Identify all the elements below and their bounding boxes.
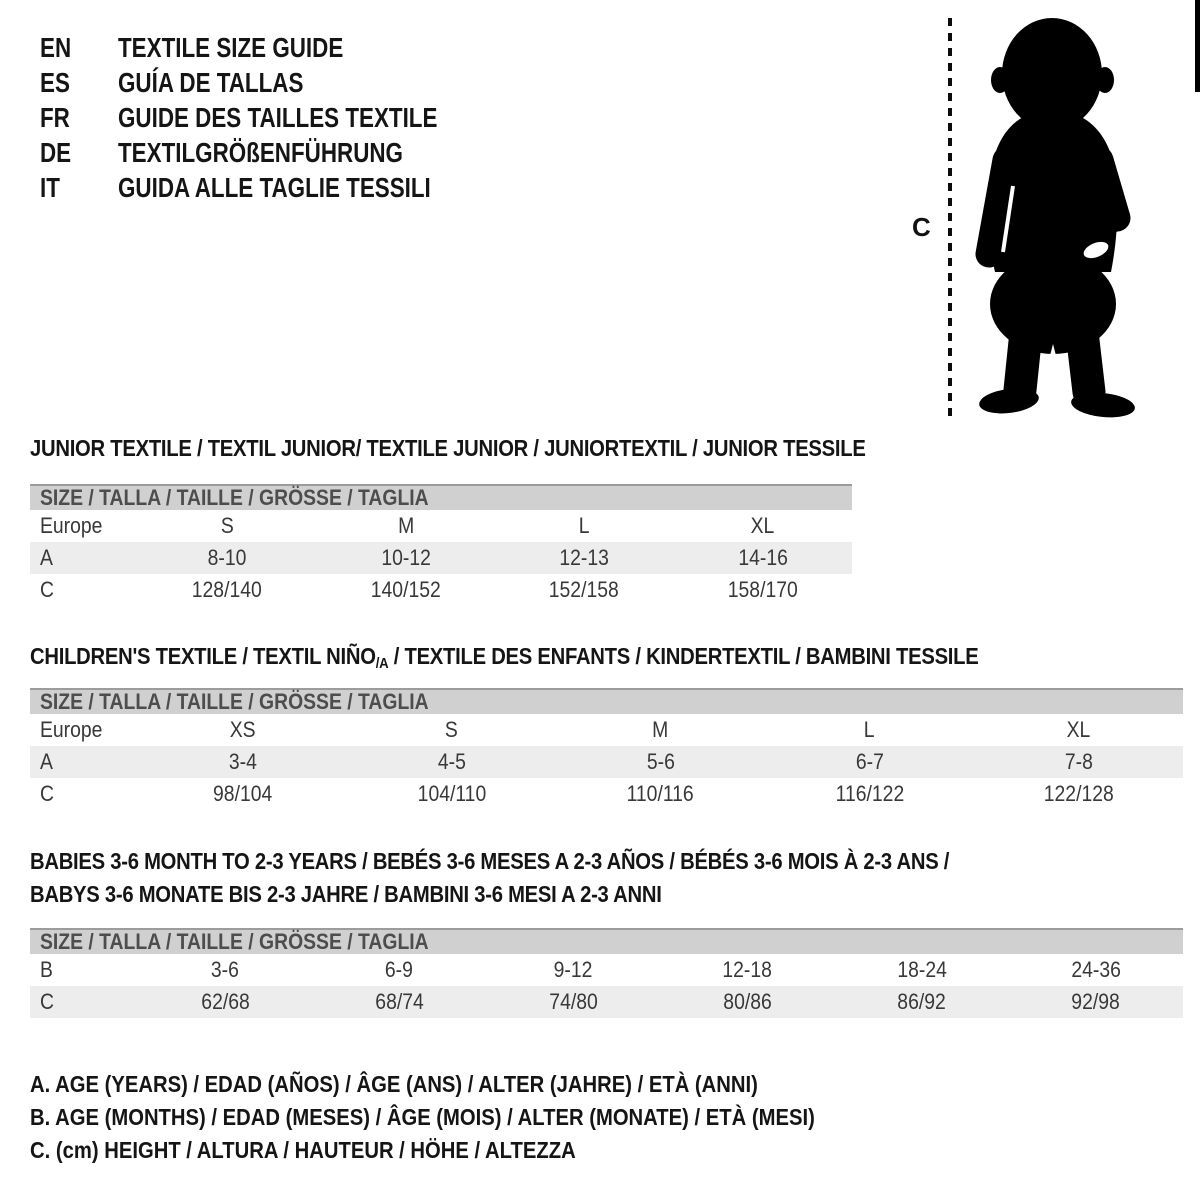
- lang-row-it: [40, 170, 517, 205]
- cell-value: 86/92: [897, 989, 946, 1014]
- cell-value: 80/86: [723, 989, 772, 1014]
- lang-code-en: EN: [40, 31, 72, 63]
- cell-value: 98/104: [212, 781, 273, 806]
- cell-value: 3-4: [228, 749, 257, 774]
- cell-value: 128/140: [192, 577, 263, 602]
- cell-value: 62/68: [200, 989, 250, 1014]
- cell-value: 158/170: [727, 577, 798, 602]
- cell-value: 14-16: [737, 545, 788, 570]
- cell-value: XL: [1066, 717, 1091, 742]
- cell-value: 12-13: [559, 545, 610, 570]
- cell-value: 92/98: [1071, 989, 1121, 1014]
- table-row: [30, 574, 852, 606]
- cell-value: 74/80: [549, 989, 598, 1014]
- lang-code-fr: FR: [40, 101, 70, 133]
- cell-value: 116/122: [835, 781, 904, 806]
- cell-value: M: [397, 513, 414, 538]
- lang-code-it: IT: [40, 171, 60, 203]
- row-label: C: [40, 989, 54, 1014]
- children-size-table: [30, 688, 1183, 810]
- cell-value: 140/152: [370, 577, 441, 602]
- cell-value: L: [864, 717, 875, 742]
- language-title-list: [40, 30, 517, 205]
- lang-title-fr: GUIDE DES TAILLES TEXTILE: [118, 101, 438, 133]
- table-row: [30, 778, 1183, 810]
- table-row: [30, 714, 1183, 746]
- lang-row-fr: [40, 100, 517, 135]
- cell-value: 12-18: [722, 957, 773, 982]
- legend-line-a: A. AGE (YEARS) / EDAD (AÑOS) / ÂGE (ANS) / ALTER (JAHRE) / ETÀ (ANNI): [30, 1071, 758, 1097]
- row-label: C: [40, 577, 54, 602]
- children-section-title: CHILDREN'S TEXTILE / TEXTIL NIÑO/A / TEXTILE DES ENFANTS / KINDERTEXTIL / BAMBINI TESSILE: [30, 643, 979, 672]
- cropped-image-edge-artifact: [1195, 0, 1200, 92]
- lang-title-de: TEXTILGRÖßENFÜHRUNG: [118, 136, 403, 168]
- cell-value: S: [220, 513, 234, 538]
- row-label: B: [40, 957, 53, 982]
- lang-title-en: TEXTILE SIZE GUIDE: [118, 31, 344, 63]
- table-row: [30, 746, 1183, 778]
- height-measure-label: C: [912, 212, 931, 242]
- cell-value: XL: [750, 513, 775, 538]
- lang-row-en: [40, 30, 517, 65]
- cell-value: M: [652, 717, 669, 742]
- cell-value: 7-8: [1064, 749, 1093, 774]
- row-label: A: [40, 545, 53, 570]
- junior-size-header-bar: SIZE / TALLA / TAILLE / GRÖSSE / TAGLIA: [30, 484, 852, 510]
- lang-title-es: GUÍA DE TALLAS: [118, 66, 304, 98]
- cell-value: 122/128: [1043, 781, 1114, 806]
- table-row: [30, 954, 1183, 986]
- cell-value: 68/74: [375, 989, 424, 1014]
- lang-row-es: [40, 65, 517, 100]
- cell-value: 24-36: [1071, 957, 1121, 982]
- measurement-legend: [30, 1068, 922, 1167]
- row-label: A: [40, 749, 53, 774]
- cell-value: 8-10: [207, 545, 247, 570]
- cell-value: L: [578, 513, 590, 538]
- table-row: [30, 510, 852, 542]
- cell-value: 18-24: [897, 957, 947, 982]
- cell-value: 6-7: [855, 749, 884, 774]
- lang-title-it: GUIDA ALLE TAGLIE TESSILI: [118, 171, 431, 203]
- cell-value: 6-9: [385, 957, 414, 982]
- cell-value: 152/158: [549, 577, 620, 602]
- legend-line-b: B. AGE (MONTHS) / EDAD (MESES) / ÂGE (MOIS) / ALTER (MONATE) / ETÀ (MESI): [30, 1104, 815, 1130]
- lang-code-de: DE: [40, 136, 72, 168]
- cell-value: 10-12: [380, 545, 431, 570]
- junior-section-title: JUNIOR TEXTILE / TEXTIL JUNIOR/ TEXTILE JUNIOR / JUNIORTEXTIL / JUNIOR TESSILE: [30, 435, 866, 461]
- cell-value: 5-6: [646, 749, 675, 774]
- cell-value: 104/110: [417, 781, 486, 806]
- children-size-header-bar: SIZE / TALLA / TAILLE / GRÖSSE / TAGLIA: [30, 688, 1183, 714]
- legend-line-c: C. (cm) HEIGHT / ALTURA / HAUTEUR / HÖHE / ALTEZZA: [30, 1137, 576, 1163]
- cell-value: 9-12: [554, 957, 593, 982]
- row-label: C: [40, 781, 54, 806]
- toddler-silhouette-icon: [962, 14, 1144, 418]
- row-label: Europe: [40, 717, 103, 742]
- row-label: Europe: [40, 513, 103, 538]
- cell-value: 4-5: [437, 749, 466, 774]
- cell-value: S: [445, 717, 458, 742]
- babies-section-title: BABIES 3-6 MONTH TO 2-3 YEARS / BEBÉS 3-6 MESES A 2-3 AÑOS / BÉBÉS 3-6 MOIS À 2-3 ANS / BABYS 3-6 MONATE BIS 2-3 JAHRE / BAMBINI 3-6 MESI A 2-3 ANNI: [30, 848, 950, 907]
- table-row: [30, 542, 852, 574]
- table-row: [30, 986, 1183, 1018]
- babies-size-table: [30, 928, 1183, 1018]
- babies-size-header-bar: SIZE / TALLA / TAILLE / GRÖSSE / TAGLIA: [30, 928, 1183, 954]
- cell-value: XS: [229, 717, 256, 742]
- lang-code-es: ES: [40, 66, 70, 98]
- cell-value: 110/116: [626, 781, 695, 806]
- lang-row-de: [40, 135, 517, 170]
- cell-value: 3-6: [211, 957, 240, 982]
- height-measure-dashed-line: [948, 18, 952, 416]
- junior-size-table: [30, 484, 852, 606]
